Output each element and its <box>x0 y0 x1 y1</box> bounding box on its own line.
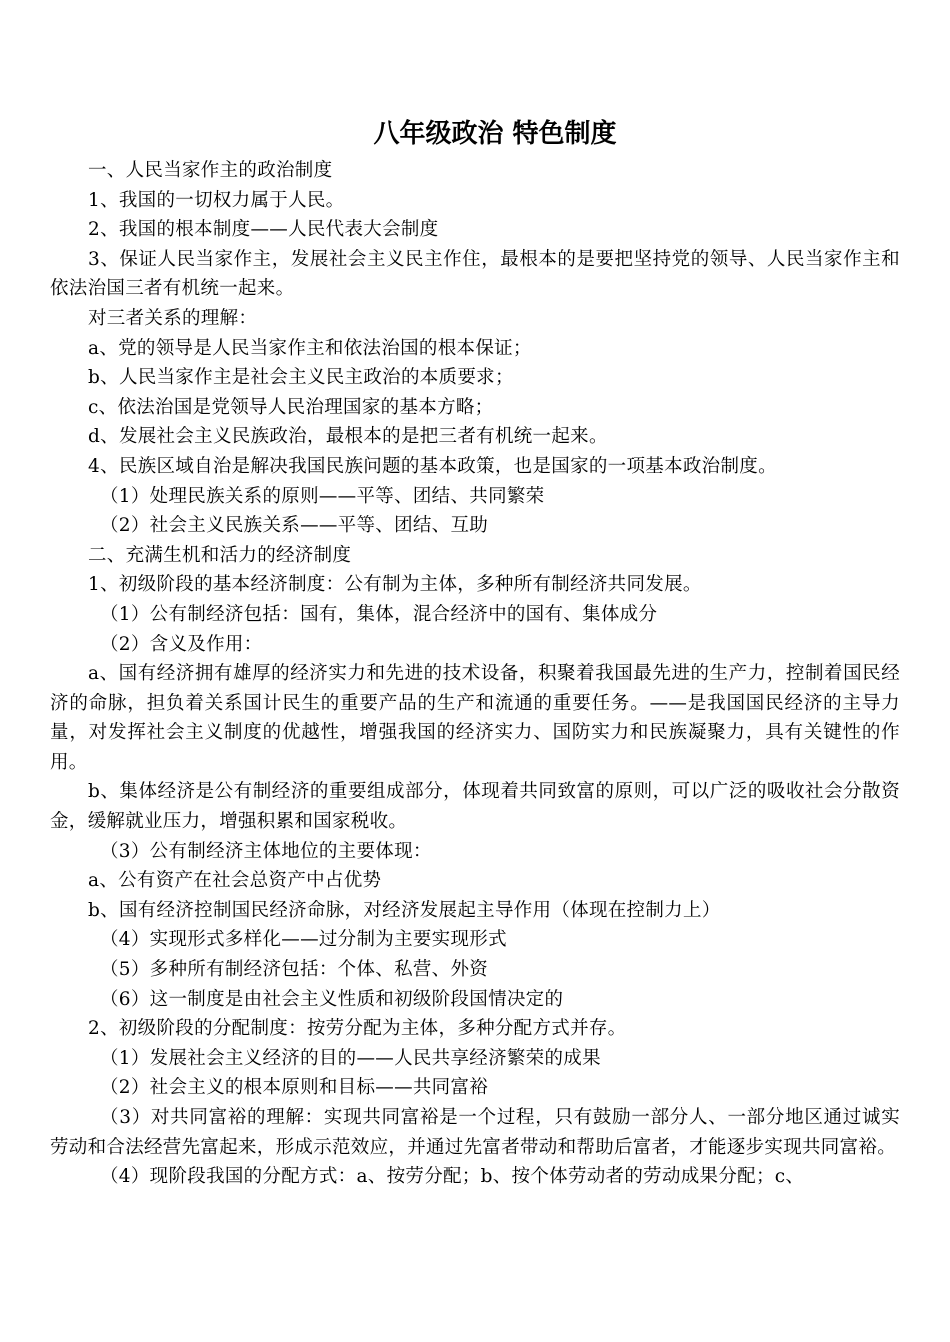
paragraph: b、集体经济是公有制经济的重要组成部分，体现着共同致富的原则，可以广泛的吸收社会分散资金，缓解就业压力，增强积累和国家税收。 <box>50 781 900 833</box>
paragraph: （5）多种所有制经济包括：个体、私营、外资 <box>100 959 489 981</box>
paragraph: a、国有经济拥有雄厚的经济实力和先进的技术设备，积聚着我国最先进的生产力，控制着国民经济的命脉，担负着关系国计民生的重要产品的生产和流通的重要任务。——是我国国民经济的主导力量，对发挥社会主义制度的优越性，增强我国的经济实力、国防实力和民族凝聚力，具有关键性的作用。 <box>50 663 900 773</box>
paragraph: 1、我国的一切权力属于人民。 <box>88 189 345 211</box>
document-page <box>50 116 900 1192</box>
paragraph: 一、人民当家作主的政治制度 <box>88 160 333 181</box>
paragraph: （2）社会主义的根本原则和目标——共同富裕 <box>100 1077 489 1099</box>
paragraph: （3）公有制经济主体地位的主要体现： <box>100 840 432 862</box>
paragraph: 1、初级阶段的基本经济制度：公有制为主体，多种所有制经济共同发展。 <box>88 574 702 596</box>
paragraph: （1）公有制经济包括：国有，集体，混合经济中的国有、集体成分 <box>100 603 658 625</box>
document-body <box>50 156 900 1192</box>
paragraph: （1）处理民族关系的原则——平等、团结、共同繁荣 <box>100 485 545 507</box>
paragraph: （1）发展社会主义经济的目的——人民共享经济繁荣的成果 <box>100 1047 601 1069</box>
paragraph: d、发展社会主义民族政治，最根本的是把三者有机统一起来。 <box>88 426 608 448</box>
paragraph: 2、初级阶段的分配制度：按劳分配为主体，多种分配方式并存。 <box>88 1018 627 1040</box>
paragraph: 对三者关系的理解： <box>88 307 258 329</box>
paragraph: 4、民族区域自治是解决我国民族问题的基本政策，也是国家的一项基本政治制度。 <box>88 455 777 477</box>
paragraph: 3、保证人民当家作主，发展社会主义民主作住，最根本的是要把坚持党的领导、人民当家作主和依法治国三者有机统一起来。 <box>50 248 900 300</box>
paragraph: 2、我国的根本制度——人民代表大会制度 <box>88 219 439 241</box>
paragraph: 二、充满生机和活力的经济制度 <box>88 544 352 566</box>
document-title: 八年级政治 特色制度 <box>373 119 617 149</box>
paragraph: （2）含义及作用： <box>100 633 263 655</box>
paragraph: b、国有经济控制国民经济命脉，对经济发展起主导作用（体现在控制力上） <box>88 899 721 921</box>
paragraph: b、人民当家作主是社会主义民主政治的本质要求； <box>88 367 514 389</box>
paragraph: c、依法治国是党领导人民治理国家的基本方略； <box>88 396 494 418</box>
paragraph: （6）这一制度是由社会主义性质和初级阶段国情决定的 <box>100 988 564 1010</box>
paragraph: （2）社会主义民族关系——平等、团结、互助 <box>100 515 489 537</box>
paragraph: a、党的领导是人民当家作主和依法治国的根本保证； <box>88 337 532 359</box>
paragraph: a、公有资产在社会总资产中占优势 <box>88 870 382 892</box>
paragraph: （4）实现形式多样化——过分制为主要实现形式 <box>100 929 507 951</box>
paragraph: （4）现阶段我国的分配方式：a、按劳分配；b、按个体劳动者的劳动成果分配；c、 <box>100 1166 805 1188</box>
paragraph: （3）对共同富裕的理解：实现共同富裕是一个过程，只有鼓励一部分人、一部分地区通过诚实劳动和合法经营先富起来，形成示范效应，并通过先富者带动和帮助后富者，才能逐步实现共同富裕。 <box>50 1107 900 1158</box>
